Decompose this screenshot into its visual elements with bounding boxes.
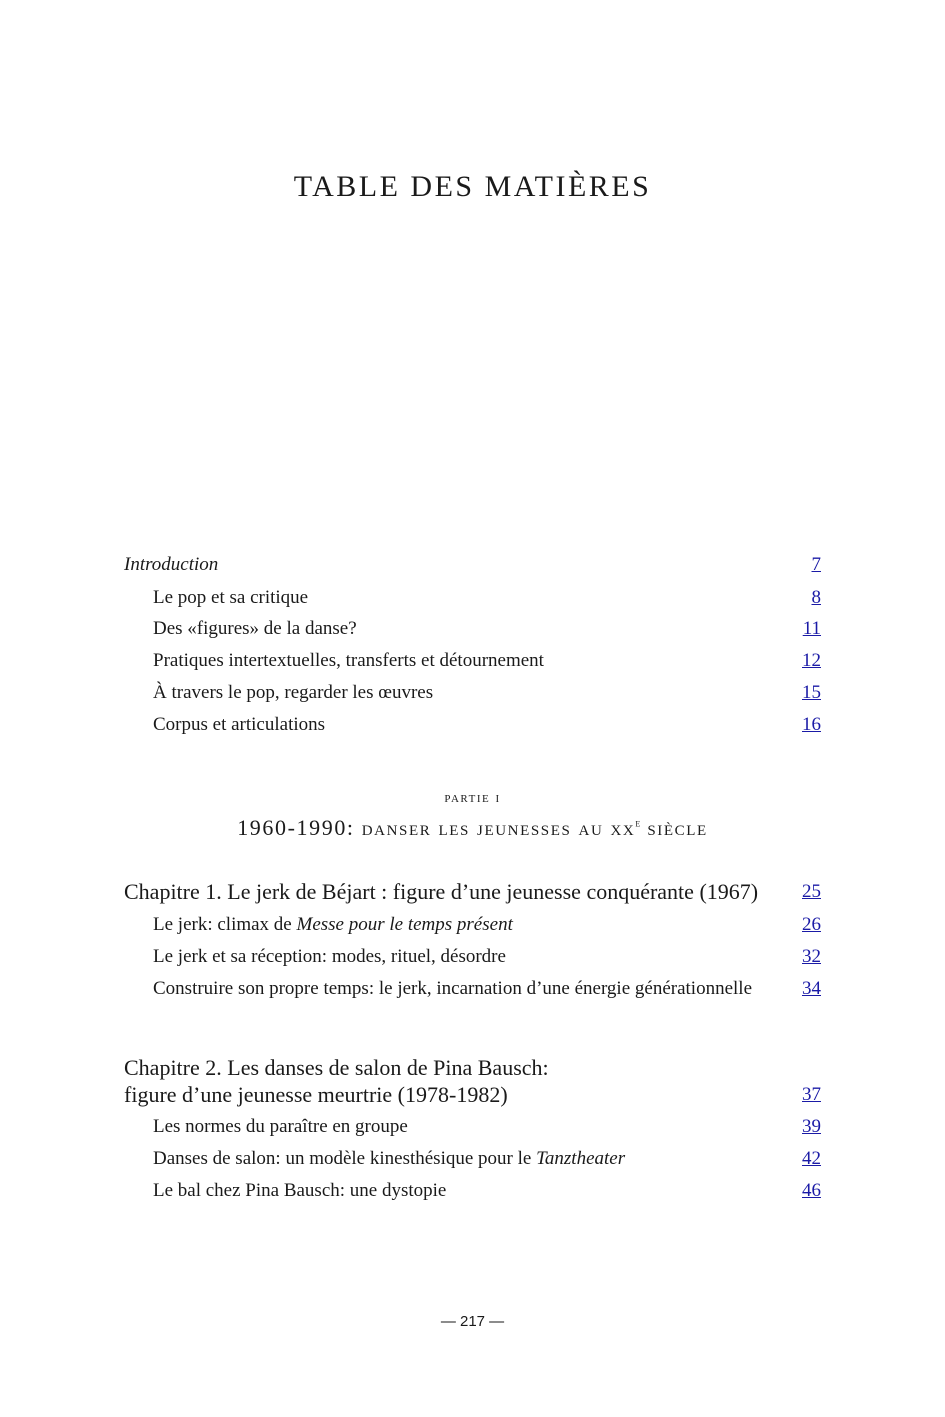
- part-label: partie i: [444, 790, 501, 806]
- toc-entry-label: À travers le pop, regarder les œuvres: [153, 682, 434, 703]
- toc-entry-label: Construire son propre temps: le jerk, incarnation d’une énergie générationnelle: [153, 978, 753, 999]
- toc-entry: [124, 586, 821, 609]
- page-title: TABLE DES MATIÈRES: [293, 170, 652, 203]
- page-link[interactable]: 25: [802, 881, 821, 902]
- toc-entry-label: Danses de salon: un modèle kinesthésique pour le Tanztheater: [153, 1148, 626, 1169]
- toc-entry-label: Le pop et sa critique: [153, 587, 309, 608]
- page-link[interactable]: 34: [802, 978, 821, 999]
- toc-entry: [124, 977, 821, 1000]
- page-link[interactable]: 37: [802, 1084, 821, 1105]
- page-link[interactable]: 12: [802, 650, 821, 671]
- toc-entry-introduction: [124, 553, 821, 576]
- part-title: 1960-1990: danser les jeunesses au $xx^e$ siècle: [237, 815, 708, 840]
- toc-entry-label: Chapitre 2. Les danses de salon de Pina Bausch: figure d’une jeunesse meurtrie (1978-1982): [124, 1055, 549, 1107]
- page-link[interactable]: 26: [802, 914, 821, 935]
- toc-entry-label: Le bal chez Pina Bausch: une dystopie: [153, 1180, 447, 1201]
- toc-entry: [124, 1147, 821, 1170]
- toc-entry-chapter-1: [124, 878, 821, 905]
- page-number: — 217 —: [440, 1313, 505, 1330]
- toc-entry-label: Introduction: [124, 554, 219, 575]
- page-link[interactable]: 16: [802, 714, 821, 735]
- toc-entry-label: Le jerk et sa réception: modes, rituel, désordre: [153, 946, 506, 967]
- page-link[interactable]: 8: [811, 587, 821, 608]
- toc-entry-chapter-2: [124, 1054, 821, 1108]
- toc-entry-label: Chapitre 1. Le jerk de Béjart : figure d’une jeunesse conquérante (1967): [124, 879, 759, 904]
- page-link[interactable]: 7: [811, 554, 821, 575]
- toc-entry: [124, 945, 821, 968]
- toc-entry-label: Pratiques intertextuelles, transferts et détournement: [153, 650, 544, 671]
- toc-entry: [124, 1115, 821, 1138]
- toc-entry-label: Des «figures» de la danse?: [153, 618, 357, 639]
- toc-entry: [124, 1179, 821, 1202]
- page-link[interactable]: 15: [802, 682, 821, 703]
- toc-entry-label: Le jerk: climax de Messe pour le temps présent: [153, 914, 513, 935]
- page-link[interactable]: 32: [802, 946, 821, 967]
- page-link[interactable]: 39: [802, 1116, 821, 1137]
- page-link[interactable]: 42: [802, 1148, 821, 1169]
- toc-entry-label: Corpus et articulations: [153, 714, 326, 735]
- toc-entry-label: Les normes du paraître en groupe: [153, 1116, 408, 1137]
- toc-entry: [124, 649, 821, 672]
- page-link[interactable]: 11: [802, 618, 821, 639]
- page-link[interactable]: 46: [802, 1180, 821, 1201]
- toc-entry: [124, 913, 821, 936]
- toc-entry: [124, 681, 821, 704]
- toc-entry: [124, 617, 821, 640]
- toc-entry: [124, 713, 821, 736]
